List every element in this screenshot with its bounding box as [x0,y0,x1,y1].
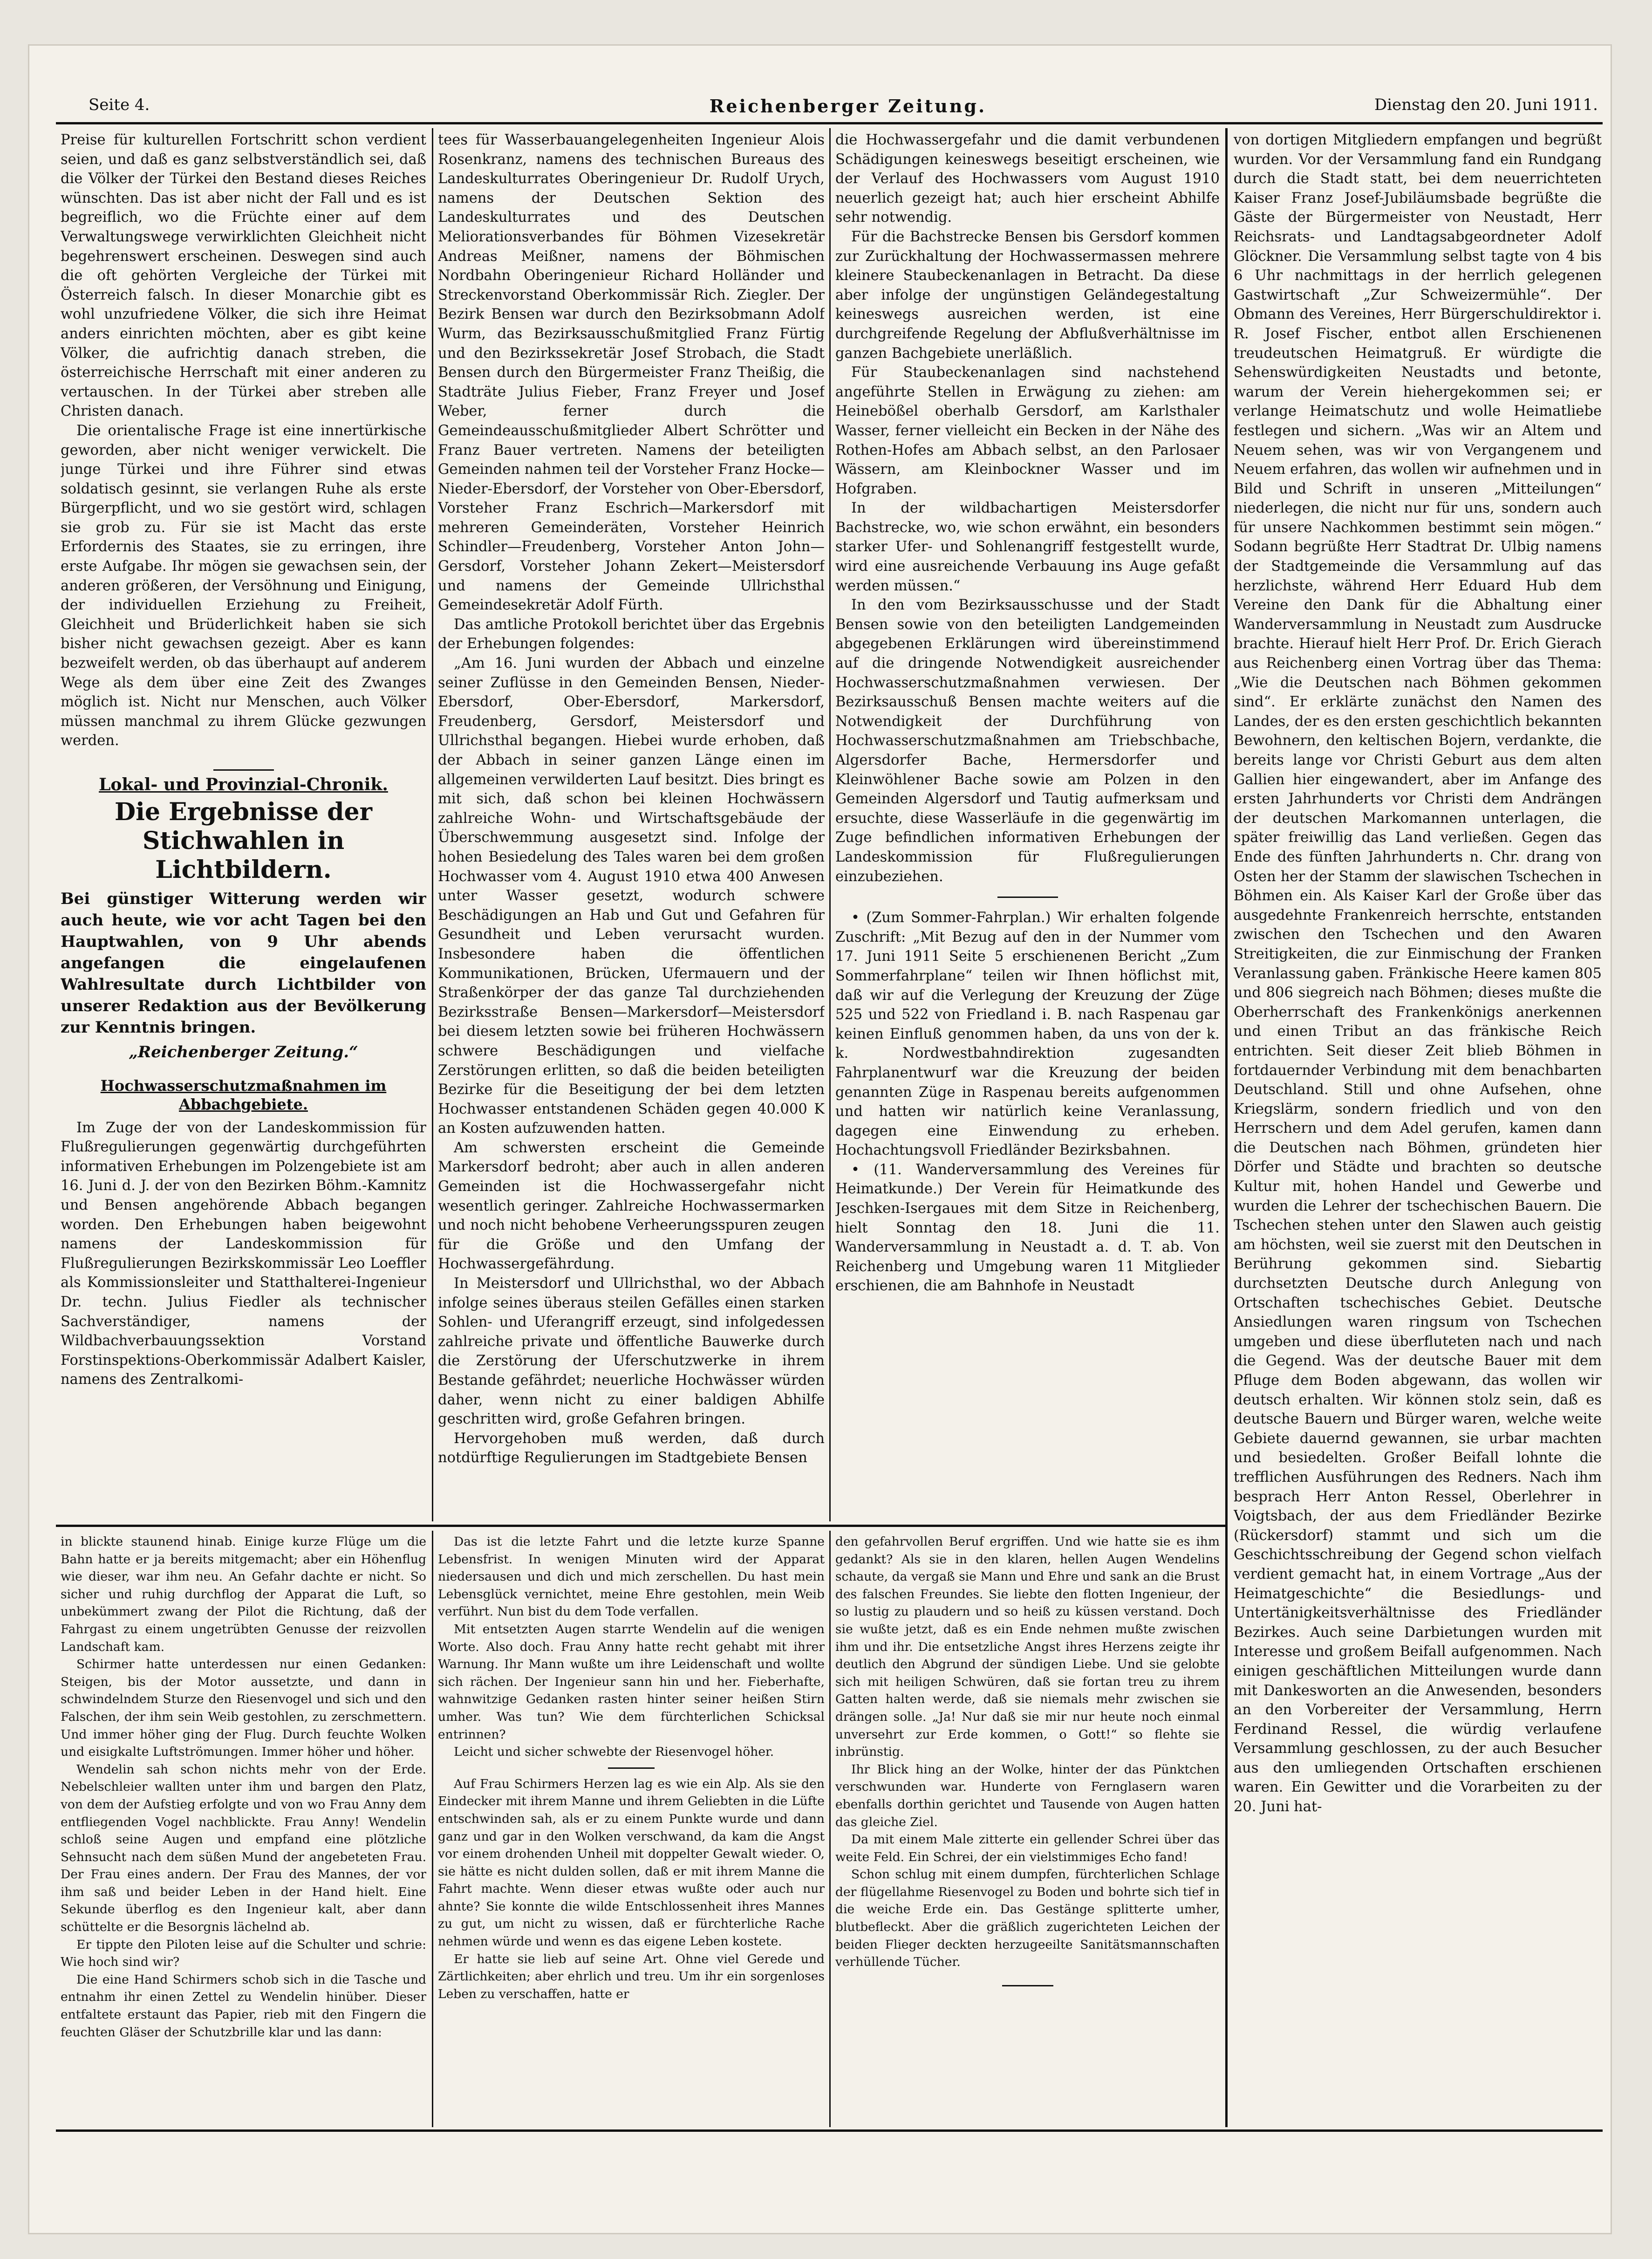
feuilleton-separator [56,1525,1225,1527]
story-paragraph: Er tippte den Piloten leise auf die Schulter und schrie: Wie hoch sind wir? [61,1937,426,1970]
story-paragraph: Da mit einem Male zitterte ein gellender Schrei über das weite Feld. Ein Schrei, der ein vielstimmiges Echo fand! [835,1832,1220,1864]
column-2 [438,130,825,1521]
article-paragraph: Hervorgehoben muß werden, daß durch notdürftige Regulierungen im Stadtgebiete Bensen [438,1430,825,1466]
article-paragraph: Das amtliche Protokoll berichtet über das Ergebnis der Erhebungen folgendes: [438,616,825,652]
news-item: • (11. Wanderversammlung des Vereines für Heimatkunde.) Der Verein für Heimatkunde des Jeschken-Isergaues mit dem Sitze in Reichenberg, hielt Sonntag den 18. Juni die 11. Wanderversammlung in Neustadt a. d. T. ab. Von Reichenberg und Umgebung waren 11 Mitglieder erschienen, die am Bahnhofe in Neustadt [835,1161,1220,1294]
headline-lead: Bei günstiger Witterung werden wir auch heute, wie vor acht Tagen bei den Hauptwahlen, von 9 Uhr abends angefangen die eingelaufenen Wahlresultate durch Lichtbilder von unserer Redaktion aus der Bevölkerung zur Kenntnis bringen. [61,890,426,1037]
article-paragraph: Die orientalische Frage ist eine innertürkische geworden, aber nicht weniger verwickelt. Die junge Türkei und ihre Führer sind etwas soldatisch gesinnt, sie verlangen Ruhe als erste Bürgerpflicht, und wo sie gestört wird, schlagen sie grob zu. Für sie ist Macht das erste Erfordernis des Staates, sie zu erringen, ihre erste Aufgabe. Ihr mögen sie gewachsen sein, der anderen größeren, der Versöhnung und Einigung, der individuellen Erziehung zu Freiheit, Gleichheit und Brüderlichkeit haben sie sich bisher nicht gewachsen gezeigt. Aber es kann bezweifelt werden, ob das überhaupt auf anderem Wege als dem über eine Zeit des Zwanges möglich ist. Nicht nur Menschen, auch Völker müssen manchmal zu ihrem Glücke gezwungen werden. [61,422,426,749]
masthead [89,96,1598,119]
story-paragraph: Schon schlug mit einem dumpfen, fürchterlichen Schlage der flügellahme Riesenvogel zu Boden und bohrte sich tief in die weiche Erde ein. Das Gestänge splitterte umher, blutbefleckt. Aber die gräßlich zugerichteten Leichen der beiden Flieger deckten herzugeeilte Sanitätsmannschaften verhüllende Tücher. [835,1867,1220,1970]
newspaper-title: Reichenberger Zeitung. [709,96,987,116]
article-paragraph: tees für Wasserbauangelegenheiten Ingenieur Alois Rosenkranz, namens des technischen Bureaus des Landeskulturrates Oberingenieur Dr. Rudolf Urych, namens der Deutschen Sektion des Landeskulturrates und des Deutschen Meliorationsverbandes für Böhmen Vizesekretär Andreas Meißner, namens der Böhmischen Nordbahn Oberingenieur Richard Holländer und Streckenvorstand Oberkommissär Rich. Ziegler. Der Bezirk Bensen war durch den Bezirksobmann Adolf Wurm, das Bezirksausschußmitglied Franz Fürtig und den Bezirkssekretär Josef Strobach, die Stadt Bensen durch den Bürgermeister Franz Theißig, die Stadträte Julius Fieber, Franz Freyer und Josef Weber, ferner durch die Gemeindeausschußmitglieder Albert Schrötter und Franz Bauer vertreten. Namens der beteiligten Gemeinden nahmen teil der Vorsteher Franz Hocke—Nieder-Ebersdorf, der Vorsteher von Ober-Ebersdorf, Vorsteher Franz Eschrich—Markersdorf mit mehreren Gemeinderäten, Vorsteher Heinrich Schindler—Freudenberg, Vorsteher Anton John—Gersdorf, Vorsteher Johann Zekert—Meistersdorf und namens der Gemeinde Ullrichsthal Gemeindesekretär Adolf Fürth. [438,132,825,614]
article-paragraph: von dortigen Mitgliedern empfangen und begrüßt wurden. Vor der Versammlung fand ein Rundgang durch die Stadt statt, bei dem neuerrichteten Kaiser Franz Josef-Jubiläumsbade begrüßte die Gäste der Bürgermeister von Neustadt, Herr Reichsrats- und Landtagsabgeordneter Adolf Glöckner. Die Versammlung selbst tagte von 4 bis 6 Uhr nachmittags in der herrlich gelegenen Gastwirtschaft „Zur Schweizermühle“. Der Obmann des Vereines, Herr Bürgerschuldirektor i. R. Josef Fischer, entbot allen Erschienenen treudeutschen Heimatgruß. Er würdigte die Sehenswürdigkeiten Neustadts und betonte, warum der Verein hiehergekommen sei; er verlange Heimatschutz und wolle Heimatliebe festlegen und sichern. „Was wir an Altem und Neuem sehen, was wir von Vergangenem und Neuem erfahren, das wollen wir aufnehmen und in Bild und Schrift in unseren „Mitteilungen“ niederlegen, die nicht nur für uns, sondern auch für unsere Nachkommen bestimmt sein mögen.“ Sodann begrüßte Herr Stadtrat Dr. Ulbig namens der Stadtgemeinde die Versammlung auf das herzlichste, während Herr Eduard Hub dem Vereine den Dank für die Abhaltung einer Wanderversammlung in Neustadt zum Ausdrucke brachte. Hierauf hielt Herr Prof. Dr. Erich Gierach aus Reichenberg einen Vortrag über das Thema: „Wie die Deutschen nach Böhmen gekommen sind“. Er erklärte zunächst den Namen des Landes, der es den ersten geschichtlich bekannten Bewohnern, den keltischen Bojern, verdankte, die bereits lange vor Christi Geburt aus dem alten Gallien hier eingewandert, aber im Anfange des ersten Jahrhunderts vor Christi dem Andrängen der deutschen Markomannen unterlagen, die später freiwillig das Land verließen. Gegen das Ende des fünften Jahrhunderts n. Chr. drang von Osten her der Stamm der slawischen Tschechen in Böhmen ein. Als Kaiser Karl der Große über das ausgedehnte Frankenreich herrschte, entstanden zwischen den Tschechen und den Awaren Streitigkeiten, die zur Einmischung der Franken Veranlassung gaben. Fränkische Heere kamen 805 und 806 siegreich nach Böhmen; dieses mußte die Oberherrschaft des Frankenkönigs anerkennen und einen Tribut an das fränkische Reich entrichten. Seit dieser Zeit blieb Böhmen in fortdauernder Verbindung mit dem benachbarten Deutschland. Still und ohne Aufsehen, ohne Kriegslärm, sondern friedlich und von den Herrschern und dem Adel gerufen, kamen dann die Deutschen nach Böhmen, gründeten hier Dörfer und Städte und brachten so deutsche Kultur mit, hohen Handel und Gewerbe und wurden die Lehrer der tschechischen Bauern. Die Tschechen stehen unter den Slawen auch geistig am höchsten, weil sie zuerst mit den Deutschen in Berührung gekommen sind. Siebartig durchsetzten Deutsche durch Anlegung von Ortschaften tschechisches Gebiet. Deutsche Ansiedlungen waren ringsum von Tschechen umgeben und diese überfluteten nach und nach die Gegend. Was der deutsche Bauer mit dem Pfluge dem Boden abgewann, das wollen wir deutsch erhalten. Wir können stolz sein, daß es deutsche Bauern und Bürger waren, welche weite Gebiete dauernd gewannen, sie urbar machten und besiedelten. Großer Beifall lohnte die trefflichen Ausführungen des Redners. Nach ihm besprach Herr Anton Ressel, Oberlehrer in Voigtsbach, der aus dem Friedländer Bezirke (Rückersdorf) stammt und sich um die Geschichtsschreibung der Gegend schon vielfach verdient gemacht hat, in einem Vortrage „Aus der Heimatgeschichte“ die Besiedlungs- und Untertänigkeitsverhältnisse des Friedländer Bezirkes. Auch seine Darbietungen wurden mit Interesse und großem Beifall aufgenommen. Nach einigen geschäftlichen Mitteilungen wurde dann mit Dankesworten an die Anwesenden, besonders an den Vorbereiter der Versammlung, Herrn Ferdinand Ressel, die würdig verlaufene Versammlung geschlossen, zu der auch Besucher aus den umliegenden Ortschaften erschienen waren. Ein Gewitter und die Vorarbeiten zu der 20. Juni hat- [1234,132,1602,1815]
story-paragraph: Das ist die letzte Fahrt und die letzte kurze Spanne Lebensfrist. In wenigen Minuten wird der Apparat niedersausen und dich und mich zerschellen. Du hast mein Lebensglück vernichtet, meine Ehre gestohlen, mein Weib verführt. Nun bist du dem Tode verfallen. [438,1534,825,1619]
masthead-rule [56,122,1603,124]
article-paragraph: Im Zuge der von der Landeskommission für Flußregulierungen gegenwärtig durchgeführten informativen Erhebungen im Polzengebiete ist am 16. Juni d. J. der von den Bezirken Böhm.-Kamnitz und Bensen angehörende Abbach begangen worden. Den Erhebungen haben beigewohnt namens der Landeskommission für Flußregulierungen Bezirkskommissär Leo Loeffler als Kommissionsleiter und Statthalterei-Ingenieur Dr. techn. Julius Fiedler als technischer Sachverständiger, namens der Wildbachverbauungssektion Vorstand Forstinspektions-Oberkommissär Adalbert Kaisler, namens des Zentralkomi- [61,1119,426,1388]
article-paragraph: Preise für kulturellen Fortschritt schon verdient seien, und daß es ganz selbstverständlich sei, daß die Völker der Türkei den Bestand dieses Reiches wünschten. Das ist aber nicht der Fall und es ist begreiflich, wo die Früchte einer auf dem Verwaltungswege verwirklichten Gleichheit nicht begehrenswert erscheinen. Deswegen sind auch die oft gehörten Vergleiche der Türkei mit Österreich falsch. In dieser Monarchie gibt es wohl unzufriedene Völker, die sich ihre Heimat anders einrichten möchten, aber es gibt keine Völker, die aufrichtig danach streben, die österreichische Herrschaft mit einer anderen zu vertauschen. In der Türkei aber streben alle Christen danach. [61,132,426,420]
column-4 [1234,130,1602,2125]
story-paragraph: Mit entsetzten Augen starrte Wendelin auf die wenigen Worte. Also doch. Frau Anny hatte recht gehabt mit ihrer Warnung. Ihr Mann wußte um ihre Leidenschaft und wollte sich rächen. Der Ingenieur sann hin und her. Fieberhafte, wahnwitzige Gedanken rasten hinter seiner heißen Stirn umher. Was tun? Wie dem fürchterlichen Schicksal entrinnen? [438,1622,825,1742]
story-paragraph: Schirmer hatte unterdessen nur einen Gedanken: Steigen, bis der Motor aussetzte, und dann in schwindelndem Sturze den Riesenvogel und sich und den Falschen, der ihm sein Weib gestohlen, zu zerschmettern. Und immer höher ging der Flug. Durch feuchte Wolken und eisigkalte Luftströmungen. Immer höher und höher. [61,1657,426,1759]
column-divider [432,1531,433,2127]
column-divider [829,1531,831,2127]
feuilleton-column-1 [61,1533,426,2125]
story-paragraph: Ihr Blick hing an der Wolke, hinter der das Pünktchen verschwunden war. Hunderte von Fernglasern waren ebenfalls dorthin gerichtet und Tausende von Augen hatten das gleiche Ziel. [835,1762,1220,1829]
story-paragraph: Wendelin sah schon nichts mehr von der Erde. Nebelschleier wallten unter ihm und bargen den Platz, von dem der Aufstieg erfolgte und von wo Frau Anny dem entfliegenden Vogel nachblickte. Frau Anny! Wendelin schloß seine Augen und empfand eine plötzliche Sehnsucht nach dem süßen Mund der angebeteten Frau. Der Frau eines andern. Der Frau des Mannes, der vor ihm saß und beider Leben in der Hand hielt. Eine Sekunde überflog es den Ingenieur kalt, aber dann schüttelte er die Besorgnis lächelnd ab. [61,1762,426,1935]
news-item: • (Zum Sommer-Fahrplan.) Wir erhalten folgende Zuschrift: „Mit Bezug auf den in der Nummer vom 17. Juni 1911 Seite 5 erschienenen Bericht „Zum Sommerfahrplane“ teilen wir Ihnen höflichst mit, daß wir auf die Verlegung der Kreuzung der Züge 525 und 522 von Friedland i. B. nach Raspenau gar keinen Einfluß genommen haben, da uns von der k. k. Nordwestbahndirektion zugesandten Fahrplanentwurf war die Kreuzung der beiden genannten Züge in Raspenau bereits aufgenommen und hatten wir natürlich keine Veranlassung, dagegen eine Einwendung zu erheben. Hochachtungsvoll Friedländer Bezirksbahnen. [835,910,1220,1159]
story-paragraph: Leicht und sicher schwebte der Riesenvogel höher. [454,1745,774,1759]
article-paragraph: Am schwersten erscheint die Gemeinde Markersdorf bedroht; aber auch in allen anderen Gemeinden ist die Hochwassergefahr nicht wesentlich geringer. Zahlreiche Hochwassermarken und noch nicht behobene Verheerungsspuren zeugen für die Größe und den Umfang der Hochwassergefährdung. [438,1139,825,1273]
issue-date: Dienstag den 20. Juni 1911. [1374,96,1598,114]
article-paragraph: In den vom Bezirksausschusse und der Stadt Bensen sowie von den beteiligten Landgemeinden abgegebenen Erklärungen wird übereinstimmend auf die dringende Notwendigkeit ausreichender Hochwasserschutzmaßnahmen verwiesen. Der Bezirksausschuß Bensen machte weiters auf die Notwendigkeit der Durchführung von Hochwasserschutzmaßnahmen am Triebschbache, Algersdorfer Bache, Hermersdorfer und Kleinwöhlener Bache sowie am Polzen in den Gemeinden Algersdorf und Tautig aufmerksam und ersuchte, diese Wasserläufe in die gegenwärtig im Zuge befindlichen informativen Erhebungen der Landeskommission für Flußregulierungen einzubeziehen. [835,597,1220,885]
page-number: Seite 4. [89,96,150,114]
section-heading: Lokal- und Provinzial-Chronik. [99,775,388,794]
article-paragraph: die Hochwassergefahr und die damit verbundenen Schädigungen keineswegs beseitigt erscheinen, wie der Verlauf des Hochwassers vom August 1910 neuerlich gezeigt hat; auch hier erscheint Abhilfe sehr notwendig. [835,132,1220,226]
article-end-rule [213,769,274,771]
page-bottom-rule [56,2129,1603,2132]
sub-headline: Hochwasserschutzmaßnahmen im Abbachgebiete. [100,1076,387,1113]
signature: „Reichenberger Zeitung.“ [129,1043,358,1061]
article-paragraph: Für Staubeckenanlagen sind nachstehend angeführte Stellen in Erwägung zu ziehen: am Heinebößel oberhalb Gersdorf, am Karlsthaler Wasser, ferner vielleicht ein Becken in der Nähe des Rothen-Hofes am Abbach selbst, an den Parlosaer Wässern, am Kleinbockner Wasser und im Hofgraben. [835,364,1220,497]
article-paragraph: In Meistersdorf und Ullrichsthal, wo der Abbach infolge seines überaus steilen Gefälles einen starken Sohlen- und Uferangriff erzeugt, sind infolgedessen zahlreiche private und öffentliche Bauwerke durch die Zerstörung der Uferschutzwerke in ihrem Bestande gefährdet; neuerliche Hochwässer würden daher, wenn nicht zu einer baldigen Abhilfe geschritten wird, große Gefahren bringen. [438,1275,825,1428]
column-1 [61,130,426,1521]
story-paragraph: Auf Frau Schirmers Herzen lag es wie ein Alp. Als sie den Eindecker mit ihrem Manne und ihrem Geliebten in die Lüfte entschwinden sah, als er zu einem Punkte wurde und dann ganz und gar in den Wolken verschwand, da kam die Angst vor einem drohenden Unheil mit doppelter Gewalt wieder. O, sie hätte es nicht dulden sollen, daß er mit ihrem Manne die Fahrt machte. Wenn dieser etwas wußte oder auch nur ahnte? Sie konnte die wilde Entschlossenheit ihres Mannes zu gut, um nicht zu wissen, daß er fürchterliche Rache nehmen würde und wenn es das eigene Leben kostete. [438,1776,825,1949]
article-paragraph: „Am 16. Juni wurden der Abbach und einzelne seiner Zuflüsse in den Gemeinden Bensen, Nieder-Ebersdorf, Ober-Ebersdorf, Markersdorf, Freudenberg, Gersdorf, Meistersdorf und Ullrichsthal begangen. Hiebei wurde erhoben, daß der Abbach in seiner ganzen Länge einen im allgemeinen verwilderten Lauf besitzt. Dies bringt es mit sich, daß schon bei kleinen Hochwässern zahlreiche Wohn- und Wirtschaftsgebäude der Überschwemmung ausgesetzt sind. Infolge der hohen Besiedelung des Tales waren bei dem großen Hochwasser vom 4. August 1910 etwa 400 Anwesen unter Wasser gesetzt, wodurch schwere Beschädigungen an Hab und Gut und Gefahren für Gesundheit und Leben verursacht wurden. Insbesondere haben die öffentlichen Kommunikationen, Brücken, Ufermauern und der Straßenkörper der das ganze Tal durchziehenden Bezirksstraße Bensen—Markersdorf—Meistersdorf bei diesem letzten sowie bei früheren Hochwässern schwere Beschädigungen und vielfache Zerstörungen erlitten, so daß die beiden beteiligten Bezirke für die Beseitigung der bei dem letzten Hochwasser entstandenen Schäden gegen 40.000 K an Kosten aufzuwenden hatten. [438,655,825,1137]
column-divider [829,128,831,1521]
headline: Die Ergebnisse der Stichwahlen in Lichtbildern. [114,798,372,884]
article-paragraph: Für die Bachstrecke Bensen bis Gersdorf kommen zur Zurückhaltung der Hochwassermassen mehrere kleinere Staubeckenanlagen in Betracht. Da diese aber infolge der ungünstigen Geländegestaltung keineswegs ausreichen werden, ist eine durchgreifende Regelung der Abflußverhältnisse im ganzen Bachgebiete unerläßlich. [835,228,1220,362]
story-paragraph: in blickte staunend hinab. Einige kurze Flüge um die Bahn hatte er ja bereits mitgemacht; aber ein Höhenflug wie dieser, war ihm neu. An Gefahr dachte er nicht. So sicher und ruhig durchflog der Apparat die Luft, so unbekümmert zwang der Pilot die Richtung, daß der Fahrgast zu einem ungetrübten Genusse der reizvollen Landschaft kam. [61,1534,426,1654]
story-end-rule [1002,1985,1053,1986]
feuilleton-column-3 [835,1533,1220,2125]
article-end-rule [997,897,1058,898]
column-divider [1225,128,1228,2127]
story-break-rule [608,1767,655,1769]
feuilleton-column-2 [438,1533,825,2125]
article-paragraph: In der wildbachartigen Meistersdorfer Bachstrecke, wo, wie schon erwähnt, ein besonders starker Ufer- und Sohlenangriff festgestellt wurde, wird eine ausreichende Verbauung ins Auge gefaßt werden müssen.“ [835,500,1220,594]
column-3 [835,130,1220,1521]
column-divider [432,128,433,1521]
story-paragraph: den gefahrvollen Beruf ergriffen. Und wie hatte sie es ihm gedankt? Als sie in den klaren, hellen Augen Wendelins schaute, da vergaß sie Mann und Ehre und sank an die Brust des falschen Freundes. Sie liebte den flotten Ingenieur, der so lustig zu plaudern und so heiß zu küssen verstand. Doch sie wußte jetzt, daß es ein Ende nehmen mußte zwischen ihm und ihr. Die entsetzliche Angst ihres Herzens zeigte ihr deutlich den Abgrund der sündigen Liebe. Und sie gelobte sich mit heiligen Schwüren, daß sie fortan treu zu ihrem Gatten halten werde, daß sie niemals mehr zwischen sie drängen solle. „Ja! Nur daß sie mir nur heute noch einmal unversehrt zur Erde kommen, o Gott!“ so flehte sie inbrünstig. [835,1534,1220,1759]
story-paragraph: Er hatte sie lieb auf seine Art. Ohne viel Gerede und Zärtlichkeiten; aber ehrlich und treu. Um ihr ein sorgenloses Leben zu verschaffen, hatte er [438,1951,825,2001]
story-paragraph: Die eine Hand Schirmers schob sich in die Tasche und entnahm ihr einen Zettel zu Wendelin hinüber. Dieser entfaltete erstaunt das Papier, rieb mit den Fingern die feuchten Gläser der Schutzbrille klar und las dann: [61,1972,426,2040]
